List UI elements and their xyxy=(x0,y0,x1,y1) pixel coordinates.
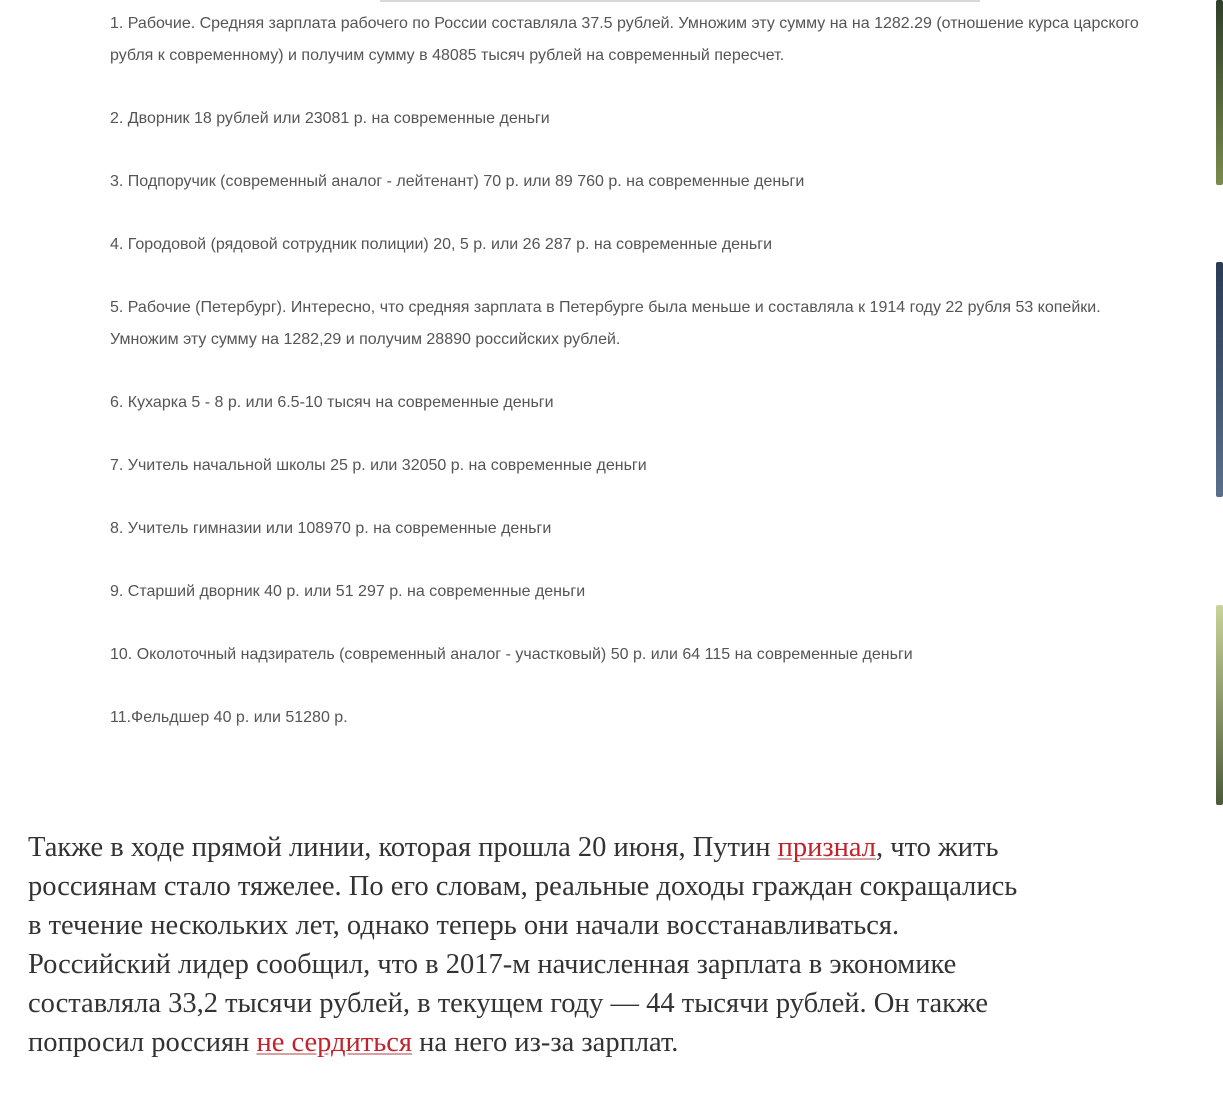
list-item: 2. Дворник 18 рублей или 23081 р. на современные деньги xyxy=(110,110,550,127)
article-text: Также в ходе прямой линии, которая прошла 20 июня, Путин xyxy=(28,832,778,863)
side-photo-thumbnail xyxy=(1216,605,1223,805)
article-text: россиянам стало тяжелее. По его словам, реальные доходы граждан сокращались xyxy=(28,871,1018,902)
article-line xyxy=(28,867,1223,906)
article-text: Российский лидер сообщил, что в 2017-м начисленная зарплата в экономике xyxy=(28,949,957,980)
list-item: 8. Учитель гимназии или 108970 р. на современные деньги xyxy=(110,520,552,537)
article-line xyxy=(28,984,1223,1023)
article-line xyxy=(28,945,1223,984)
link-dont-be-angry[interactable]: не сердиться xyxy=(256,1027,412,1058)
side-photo-thumbnail xyxy=(1216,0,1223,185)
image-top-rule xyxy=(380,0,980,2)
list-item: 7. Учитель начальной школы 25 р. или 32050 р. на современные деньги xyxy=(110,457,647,474)
list-item: 6. Кухарка 5 - 8 р. или 6.5-10 тысяч на современные деньги xyxy=(110,394,554,411)
article-text: , что жить xyxy=(876,832,999,863)
link-admitted[interactable]: признал xyxy=(777,832,877,863)
article-paragraph xyxy=(28,828,1223,1062)
list-item: 5. Рабочие (Петербург). Интересно, что средняя зарплата в Петербурге была меньше и составляла к 1914 году 22 рубля 53 копейки. Умножим эту сумму на 1282,29 и получим 28890 российских рублей. xyxy=(110,299,1101,348)
article-line xyxy=(28,906,1223,945)
list-item: 3. Подпоручик (современный аналог - лейтенант) 70 р. или 89 760 р. на современные деньги xyxy=(110,173,805,190)
article-line xyxy=(28,1023,1223,1062)
article-text: попросил россиян xyxy=(28,1027,257,1058)
list-item: 11.Фельдшер 40 р. или 51280 р. xyxy=(110,709,348,726)
list-item: 10. Околоточный надзиратель (современный аналог - участковый) 50 р. или 64 115 на современные деньги xyxy=(110,646,913,663)
list-item: 1. Рабочие. Средняя зарплата рабочего по России составляла 37.5 рублей. Умножим эту сумму на на 1282.29 (отношение курса царского рубля к современному) и получим сумму в 48085 тысяч рублей на современный пересчет. xyxy=(110,15,1139,64)
list-item: 4. Городовой (рядовой сотрудник полиции) 20, 5 р. или 26 287 р. на современные деньги xyxy=(110,236,772,253)
article-text: в течение нескольких лет, однако теперь они начали восстанавливаться. xyxy=(28,910,900,941)
side-photo-thumbnail xyxy=(1216,262,1223,497)
list-item: 9. Старший дворник 40 р. или 51 297 р. на современные деньги xyxy=(110,583,586,600)
salary-list xyxy=(110,8,1150,765)
article-text: на него из-за зарплат. xyxy=(411,1027,679,1058)
article-text: составляла 33,2 тысячи рублей, в текущем году — 44 тысячи рублей. Он также xyxy=(28,988,988,1019)
article-line xyxy=(28,828,1223,867)
